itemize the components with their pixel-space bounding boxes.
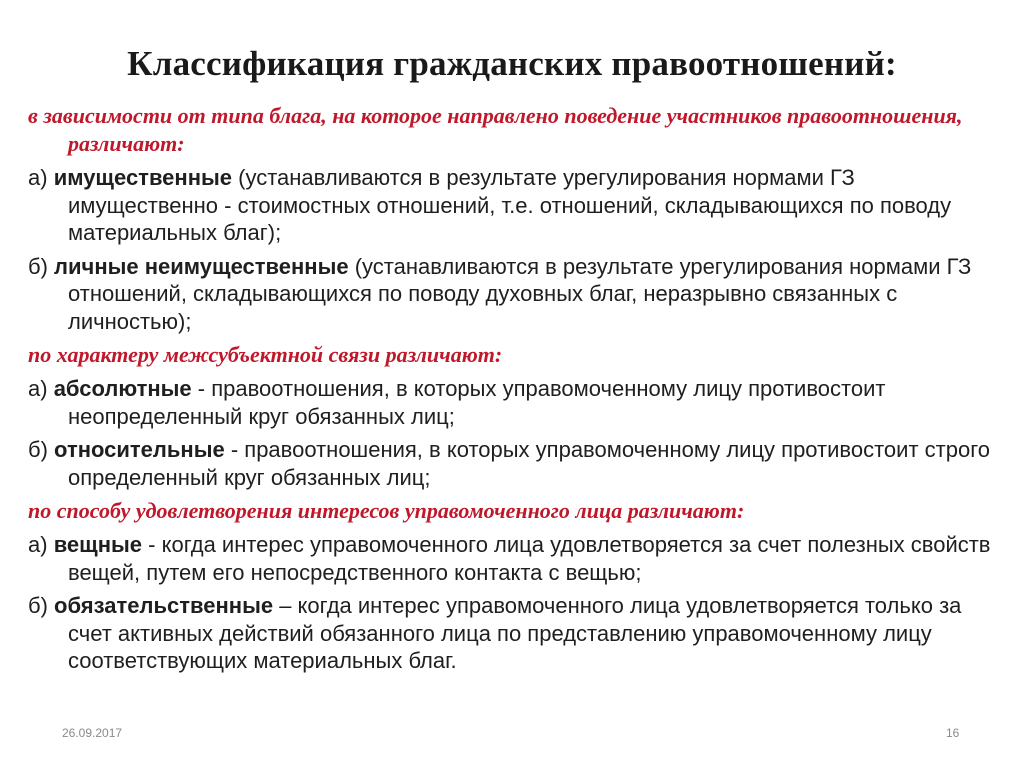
list-item-relative [28,436,1003,491]
item-text: - когда интерес управомоченного лица удовлетворяется за счет полезных свойств вещей, путем его непосредственного контакта с вещью; [68,532,991,585]
section-heading-satisfaction-method: по способу удовлетворения интересов управомоченного лица различают: [28,498,745,523]
item-term: вещные [53,532,143,557]
item-term: абсолютные [53,376,192,401]
item-term: личные неимущественные [54,253,349,279]
slide-title: Классификация гражданских правоотношений: [127,44,897,83]
item-marker: а) [28,376,54,401]
item-term: имущественные [53,165,233,190]
section-heading-benefit-type: в зависимости от типа блага, на которое направлено поведение участников правоотношения, различают: [28,103,963,156]
item-marker: б) [28,253,55,279]
item-marker: б) [28,437,55,462]
item-text: – когда интерес управомоченного лица удовлетворяется только за счет активных действий обязанного лица по представлению управомоченному лицу соответствующих материальных благ. [68,593,962,673]
list-item-absolute [28,375,1003,430]
item-text: - правоотношения, в которых управомоченному лицу противостоит строго определенный круг обязанных лиц; [68,437,990,490]
slide-content [28,102,1003,681]
list-item-personal-non-property [28,253,1003,336]
list-item-property [28,164,1003,247]
section-heading-intersubject-link: по характеру межсубъектной связи различают: [28,342,503,367]
footer-date: 26.09.2017 [62,726,123,740]
item-marker: б) [28,593,55,618]
footer-page-number: 16 [946,726,960,740]
item-text: (устанавливаются в результате урегулирования нормами ГЗ отношений, складывающихся по поводу духовных благ, неразрывно связанных с личностью); [68,253,972,334]
item-term: обязательственные [54,593,274,618]
item-text: (устанавливаются в результате урегулирования нормами ГЗ имущественно - стоимостных отношений, т.е. отношений, складывающихся по поводу материальных благ); [68,165,952,245]
item-term: относительные [54,437,225,462]
item-text: - правоотношения, в которых управомоченному лицу противостоит неопределенный круг обязанных лиц; [68,376,886,429]
list-item-real [28,531,1003,586]
item-marker: а) [28,532,54,557]
list-item-obligational [28,592,1003,675]
item-marker: а) [28,165,54,190]
